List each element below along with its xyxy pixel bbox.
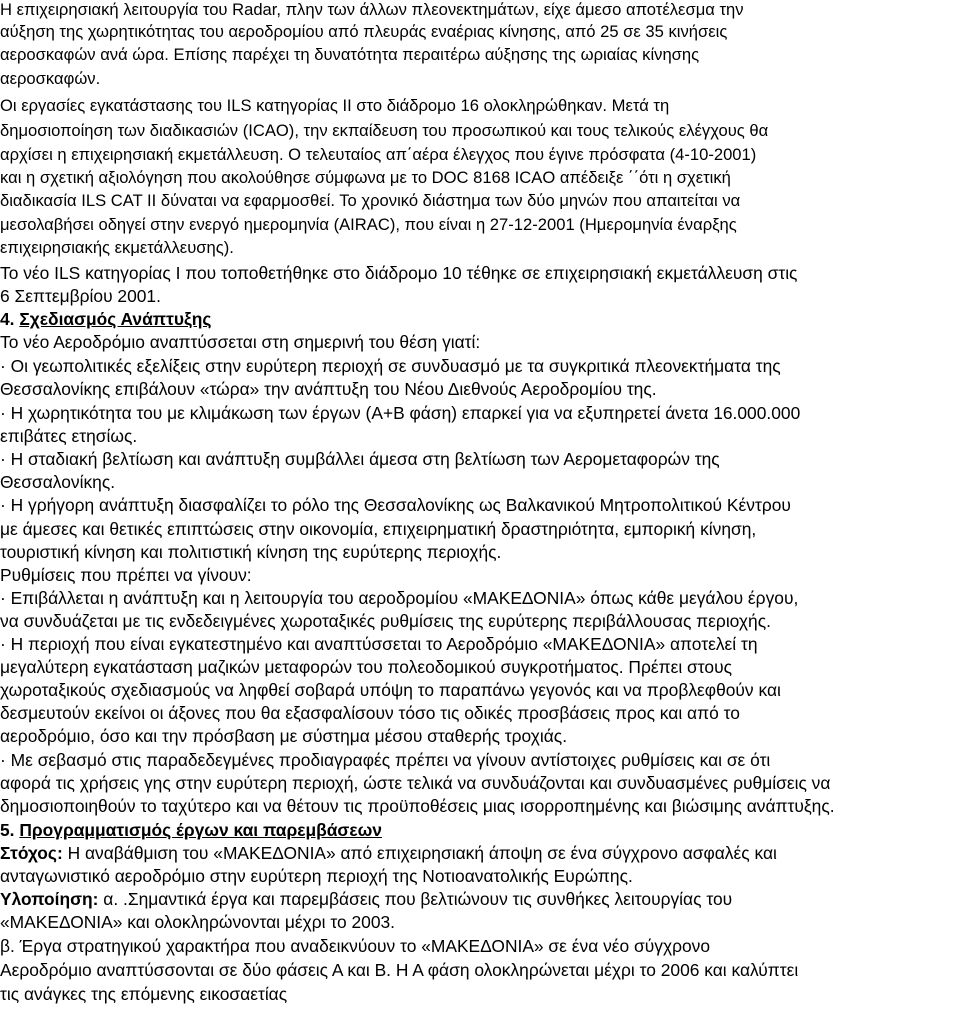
bullet-line: · Οι γεωπολιτικές εξελίξεις στην ευρύτερη περιοχή σε συνδυασμό με τα συγκριτικά πλεονεκτήματα της: [0, 356, 781, 376]
text-line: αφορά τις χρήσεις γης στην ευρύτερη περιοχή, ώστε τελικά να συνδυάζονται και συνδυασμένες ρυθμίσεις να: [0, 773, 831, 793]
text-line: και η σχετική αξιολόγηση που ακολούθησε σύμφωνα με το DOC 8168 ICAO απέδειξε ΄΄ότι η σχετική: [0, 168, 731, 187]
bullet-line: · Η γρήγορη ανάπτυξη διασφαλίζει το ρόλο της Θεσσαλονίκης ως Βαλκανικού Μητροπολιτικού Κέντρου: [0, 495, 791, 515]
text-line: μεσολαβήσει οδηγεί στην ενεργό ημερομηνία (AIRAC), που είναι η 27-12-2001 (Ημερομηνία έναρξης: [0, 215, 737, 234]
implementation-label: Υλοποίηση:: [0, 889, 99, 909]
text-line: δεσμευτούν εκείνοι οι άξονες που θα εξασφαλίσουν τόσο τις οδικές προσβάσεις προς και από το: [0, 703, 740, 723]
goal-text: Η αναβάθμιση του «ΜΑΚΕΔΟΝΙΑ» από επιχειρησιακή άποψη σε ένα σύγχρονο ασφαλές και: [67, 843, 777, 863]
text-line: αύξηση της χωρητικότητας του αεροδρομίου από πλευράς εναέριας κίνησης, από 25 σε 35 κινήσεις: [0, 22, 728, 41]
text-line: μεγαλύτερη εγκατάσταση μαζικών μεταφορών του πολεοδομικού συγκροτήματος. Πρέπει στους: [0, 657, 732, 677]
text-line: αρχίσει η επιχειρησιακή εκμετάλλευση. Ο τελευταίος απ΄αέρα έλεγχος που έγινε πρόσφατα (4-10-2001): [0, 145, 757, 164]
goal-label: Στόχος:: [0, 843, 63, 863]
section-heading-text: 5. Προγραμματισμός έργων και παρεμβάσεων: [0, 820, 382, 840]
text-line: με άμεσες και θετικές επιπτώσεις στην οικονομία, επιχειρηματική δραστηριότητα, εμπορική κίνηση,: [0, 519, 757, 539]
text-line: αεροσκαφών ανά ώρα. Επίσης παρέχει τη δυνατότητα περαιτέρω αύξησης της ωριαίας κίνησης: [0, 45, 700, 64]
section-heading-title: Σχεδιασμός Ανάπτυξης: [19, 309, 212, 329]
text-line: Θεσσαλονίκης.: [0, 472, 116, 492]
text-line: Ρυθμίσεις που πρέπει να γίνουν:: [0, 565, 252, 585]
text-line: αεροσκαφών.: [0, 69, 101, 88]
section-heading-title: Προγραμματισμός έργων και παρεμβάσεων: [19, 820, 382, 840]
text-line: αεροδρόμιο, όσο και την πρόσβαση με σύστημα μέσου σταθερής τροχιάς.: [0, 726, 568, 746]
text-line: δημοσιοποιηθούν το ταχύτερο και να θέτουν τις προϋποθέσεις μιας ισορροπημένης και βιώσιμης ανάπτυξης.: [0, 796, 835, 816]
text-line: [0, 889, 960, 909]
bullet-line: · Η σταδιακή βελτίωση και ανάπτυξη συμβάλλει άμεσα στη βελτίωση των Αερομεταφορών της: [0, 449, 720, 469]
section-heading: [0, 820, 960, 840]
text-line: να συνδυάζεται με τις ενδεδειγμένες χωροταξικές ρυθμίσεις της ευρύτερης περιβάλλουσας περιοχής.: [0, 611, 771, 631]
text-line: χωροταξικούς σχεδιασμούς να ληφθεί σοβαρά υπόψη το παραπάνω γεγονός και να προβλεφθούν και: [0, 680, 781, 700]
text-line: Αεροδρόμιο αναπτύσσονται σε δύο φάσεις Α και Β. Η Α φάση ολοκληρώνεται μέχρι το 2006 και καλύπτει: [0, 960, 799, 980]
bullet-line: · Με σεβασμό στις παραδεδεγμένες προδιαγραφές πρέπει να γίνουν αντίστοιχες ρυθμίσεις και σε ότι: [0, 750, 771, 770]
section-heading: [0, 309, 960, 329]
text-line: τουριστική κίνηση και πολιτιστική κίνηση της ευρύτερης περιοχής.: [0, 542, 502, 562]
text-line: διαδικασία ILS CAT II δύναται να εφαρμοσθεί. Το χρονικό διάστημα των δύο μηνών που απαιτείται να: [0, 191, 741, 210]
text-line: β. Έργα στρατηγικού χαρακτήρα που αναδεικνύουν το «ΜΑΚΕΔΟΝΙΑ» σε ένα νέο σύγχρονο: [0, 936, 711, 956]
text-line: 6 Σεπτεμβρίου 2001.: [0, 286, 161, 306]
bullet-line: · Επιβάλλεται η ανάπτυξη και η λειτουργία του αεροδρομίου «ΜΑΚΕΔΟΝΙΑ» όπως κάθε μεγάλου έργου,: [0, 588, 799, 608]
implementation-text: α. .Σημαντικά έργα και παρεμβάσεις που βελτιώνουν τις συνθήκες λειτουργίας του: [103, 889, 733, 909]
text-line: Το νέο Αεροδρόμιο αναπτύσσεται στη σημερινή του θέση γιατί:: [0, 332, 481, 352]
text-line: Το νέο ILS κατηγορίας Ι που τοποθετήθηκε στο διάδρομο 10 τέθηκε σε επιχειρησιακή εκμετάλλευση στις: [0, 263, 798, 283]
text-line: επιχειρησιακής εκμετάλλευσης).: [0, 238, 234, 257]
text-line: Η επιχειρησιακή λειτουργία του Radar, πλην των άλλων πλεονεκτημάτων, είχε άμεσο αποτέλεσμα την: [0, 0, 744, 19]
text-line: «ΜΑΚΕΔΟΝΙΑ» και ολοκληρώνονται μέχρι το 2003.: [0, 912, 396, 932]
text-line: Θεσσαλονίκης επιβάλουν «τώρα» την ανάπτυξη του Νέου Διεθνούς Αεροδρομίου της.: [0, 379, 657, 399]
text-line: Οι εργασίες εγκατάστασης του ILS κατηγορίας ΙΙ στο διάδρομο 16 ολοκληρώθηκαν. Μετά τη: [0, 96, 670, 115]
text-line: [0, 843, 960, 863]
text-line: ανταγωνιστικό αεροδρόμιο στην ευρύτερη περιοχή της Νοτιοανατολικής Ευρώπης.: [0, 866, 633, 886]
section-heading-text: 4. Σχεδιασμός Ανάπτυξης: [0, 309, 212, 329]
text-line: τις ανάγκες της επόμενης εικοσαετίας: [0, 984, 288, 1004]
text-line: επιβάτες ετησίως.: [0, 426, 138, 446]
bullet-line: · Η χωρητικότητα του με κλιμάκωση των έργων (Α+Β φάση) επαρκεί για να εξυπηρετεί άνετα 16.000.000: [0, 403, 801, 423]
bullet-line: · Η περιοχή που είναι εγκατεστημένο και αναπτύσσεται το Αεροδρόμιο «ΜΑΚΕΔΟΝΙΑ» αποτελεί τη: [0, 634, 758, 654]
text-line: δημοσιοποίηση των διαδικασιών (ICAO), την εκπαίδευση του προσωπικού και τους τελικούς ελέγχους θα: [0, 121, 769, 140]
